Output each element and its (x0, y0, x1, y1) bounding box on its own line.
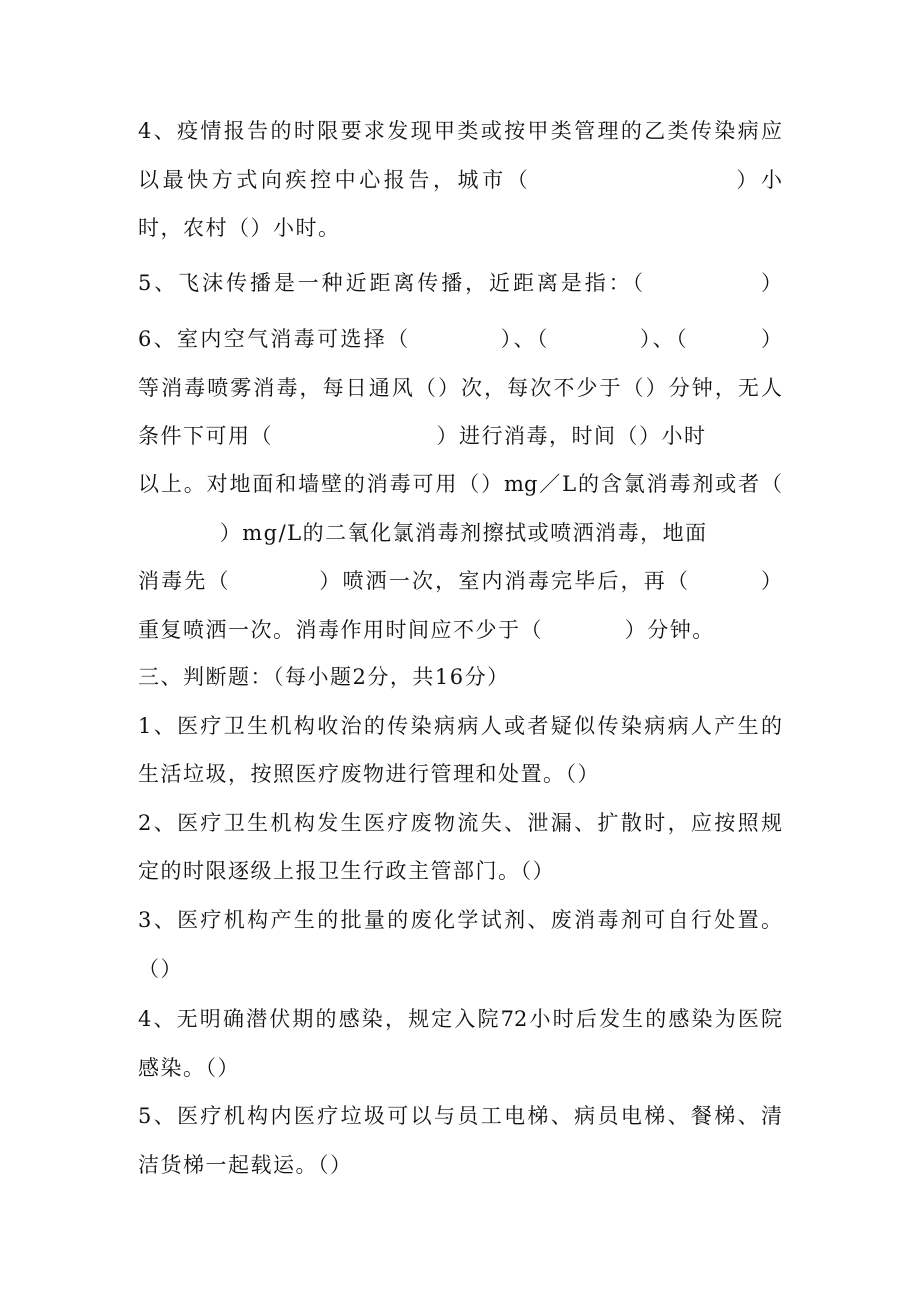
text-line: 洁货梯一起载运。（） (138, 1153, 353, 1177)
text-line: 4、疫情报告的时限要求发现甲类或按甲类管理的乙类传染病应 (138, 119, 782, 143)
text-line: 5、医疗机构内医疗垃圾可以与员工电梯、病员电梯、餐梯、清 (138, 1104, 782, 1128)
text-line: 2、医疗卫生机构发生医疗废物流失、泄漏、扩散时，应按照规 (138, 811, 782, 835)
text-line: 5、飞沫传播是一种近距离传播，近距离是指：（ ） (138, 271, 782, 295)
section-heading: 三、判断题：（每小题2分，共16分） (138, 665, 510, 689)
text-line: 以上。对地面和墙壁的消毒可用（）mg／L的含氯消毒剂或者（ (138, 472, 782, 496)
text-line: ）mg/L的二氧化氯消毒剂擦拭或喷洒消毒，地面 (138, 521, 708, 545)
text-line: 感染。（） (138, 1056, 240, 1080)
text-line: 6、室内空气消毒可选择（ ）、（ ）、（ ） (138, 327, 782, 351)
text-line: 定的时限逐级上报卫生行政主管部门。（） (138, 859, 555, 883)
text-line: 重复喷洒一次。消毒作用时间应不少于（ ）分钟。 (138, 618, 715, 642)
text-line: 1、医疗卫生机构收治的传染病病人或者疑似传染病病人产生的 (138, 714, 782, 738)
text-line: 3、医疗机构产生的批量的废化学试剂、废消毒剂可自行处置。 (138, 908, 782, 932)
text-line: 条件下可用（ ）进行消毒，时间（）小时 (138, 424, 707, 448)
text-line: 生活垃圾，按照医疗废物进行管理和处置。（） (138, 762, 600, 786)
text-line: 4、无明确潜伏期的感染，规定入院72小时后发生的感染为医院 (138, 1007, 782, 1031)
text-line: 以最快方式向疾控中心报告，城市（ ）小 (138, 168, 782, 192)
text-line: 时，农村（）小时。 (138, 216, 341, 240)
text-line: （） (138, 957, 183, 981)
text-line: 等消毒喷雾消毒，每日通风（）次，每次不少于（）分钟，无人 (138, 376, 782, 400)
text-line: 消毒先（ ）喷洒一次，室内消毒完毕后，再（ ） (138, 569, 782, 593)
